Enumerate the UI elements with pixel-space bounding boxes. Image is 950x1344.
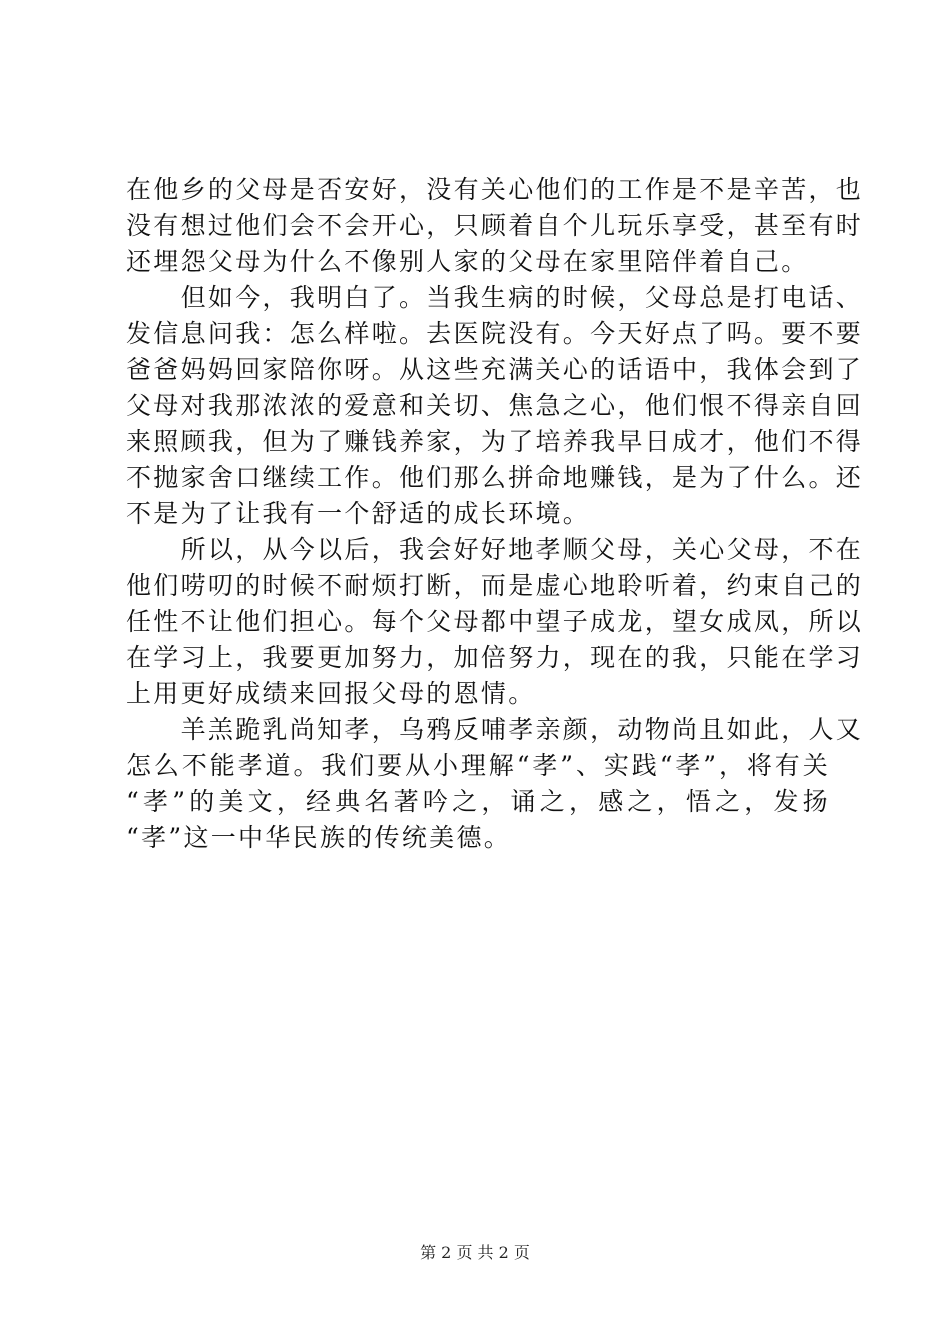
text-line: 父母对我那浓浓的爱意和关切、焦急之心，他们恨不得亲自回 bbox=[126, 391, 864, 420]
text-line: 在他乡的父母是否安好，没有关心他们的工作是不是辛苦，也 bbox=[126, 175, 864, 204]
text-line: 没有想过他们会不会开心，只顾着自个儿玩乐享受，甚至有时 bbox=[126, 211, 864, 240]
text-line: 爸爸妈妈回家陪你呀。从这些充满关心的话语中，我体会到了 bbox=[126, 355, 864, 384]
text-line: 上用更好成绩来回报父母的恩情。 bbox=[126, 679, 536, 708]
text-line: 任性不让他们担心。每个父母都中望子成龙，望女成凤，所以 bbox=[126, 607, 864, 636]
text-line: 不抛家舍口继续工作。他们那么拼命地赚钱，是为了什么。还 bbox=[126, 463, 864, 492]
page-number-footer: 第 2 页 共 2 页 bbox=[420, 1243, 530, 1262]
text-line: 发信息问我：怎么样啦。去医院没有。今天好点了吗。要不要 bbox=[126, 319, 864, 348]
text-line: 所以，从今以后，我会好好地孝顺父母，关心父母，不在 bbox=[126, 535, 864, 564]
document-body bbox=[126, 172, 864, 856]
text-line: 不是为了让我有一个舒适的成长环境。 bbox=[126, 499, 591, 528]
text-line: 在学习上，我要更加努力，加倍努力，现在的我，只能在学习 bbox=[126, 643, 864, 672]
text-line: 来照顾我，但为了赚钱养家，为了培养我早日成才，他们不得 bbox=[126, 427, 864, 456]
text-line: “孝”的美文，经典名著吟之，诵之，感之，悟之，发扬 bbox=[126, 787, 830, 816]
text-line: “孝”这一中华民族的传统美德。 bbox=[126, 823, 512, 852]
text-line: 他们唠叨的时候不耐烦打断，而是虚心地聆听着，约束自己的 bbox=[126, 571, 864, 600]
text-line: 还埋怨父母为什么不像别人家的父母在家里陪伴着自己。 bbox=[126, 247, 809, 276]
text-line: 但如今，我明白了。当我生病的时候，父母总是打电话、 bbox=[126, 283, 864, 312]
text-line: 怎么不能孝道。我们要从小理解“孝”、实践“孝”，将有关 bbox=[126, 751, 830, 780]
text-line: 羊羔跪乳尚知孝，乌鸦反哺孝亲颜，动物尚且如此，人又 bbox=[126, 715, 864, 744]
